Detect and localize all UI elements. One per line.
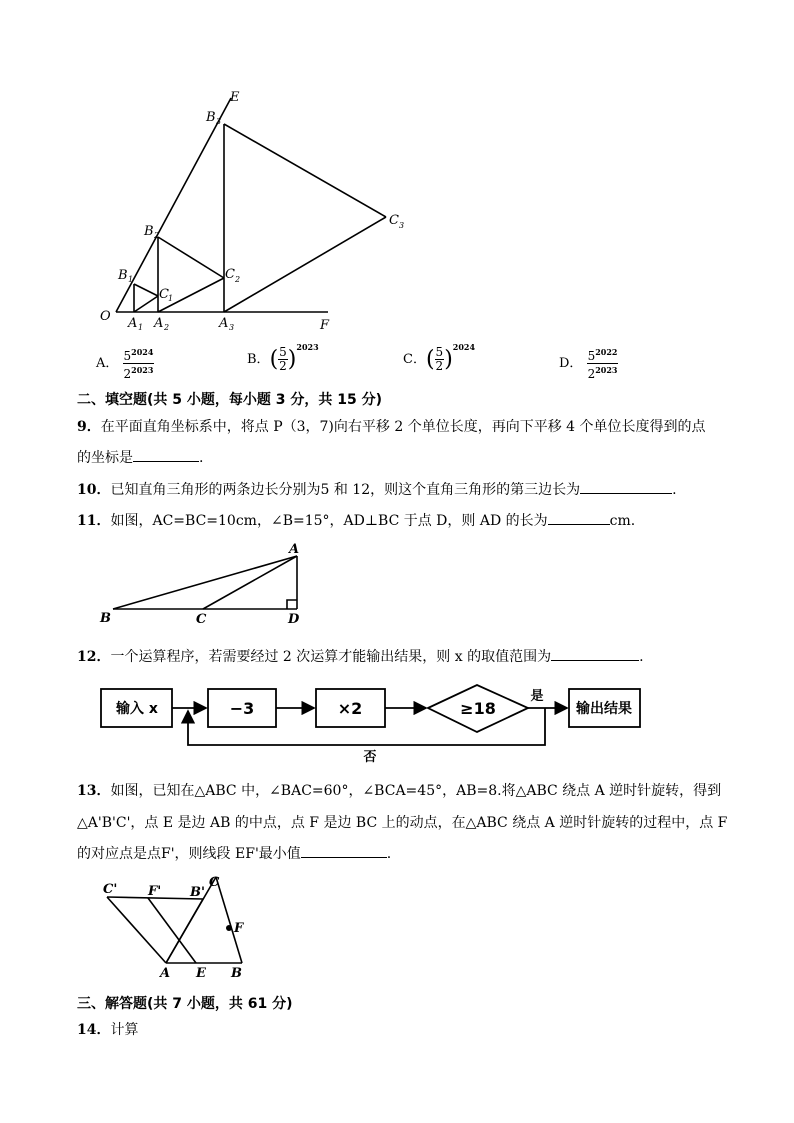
label-B: B [231, 966, 242, 981]
label-F: F [320, 318, 330, 333]
label-B1: B [118, 268, 128, 283]
label-B3: B [206, 110, 216, 125]
label-A: A [160, 966, 171, 981]
option-a-den: 2 [123, 367, 132, 381]
option-d-letter: D． [559, 356, 583, 371]
q12-answer-blank[interactable] [551, 648, 639, 661]
option-a[interactable] [96, 346, 154, 381]
q9-line1 [77, 416, 706, 436]
option-b-fraction [278, 346, 288, 373]
section-3-heading: 三、解答题(共 7 小题，共 61 分) [77, 996, 293, 1012]
label-F: F [234, 921, 244, 936]
option-c-fraction [435, 346, 445, 373]
flow-condition-diamond: ≥18 [460, 699, 496, 718]
q13-period: . [386, 846, 392, 862]
q12-number: 12． [77, 649, 111, 665]
q9-line2 [77, 447, 203, 467]
option-a-fraction [123, 346, 155, 381]
q11 [77, 510, 635, 530]
label-B1-sub: 1 [128, 275, 134, 284]
q13-text3: 的对应点是点F'，则线段 EF'最小值 [77, 846, 301, 862]
flow-yes-label: 是 [530, 689, 544, 704]
label-A: A [289, 542, 300, 557]
q13-text1: 如图，已知在△ABC 中，∠BAC=60°，∠BCA=45°，AB=8.将△ABC 绕点 A 逆时针旋转，得到 [110, 783, 722, 799]
label-C: C [209, 875, 220, 890]
label-B: B [100, 611, 111, 626]
q10-text: 已知直角三角形的两条边长分别为5 和 12，则这个直角三角形的第三边长为 [110, 482, 581, 498]
q9-answer-blank[interactable] [133, 449, 199, 462]
option-d-exp: 2022 [595, 347, 618, 357]
q13-line3 [77, 843, 391, 863]
option-d-fraction [587, 346, 619, 381]
figure-q11-triangle [95, 538, 310, 630]
flowchart [95, 676, 650, 766]
q9-period: . [199, 450, 204, 466]
q13-line1 [77, 780, 721, 800]
label-C3: C [389, 213, 399, 228]
figure-q13-rotation [95, 870, 265, 982]
option-c-letter: C． [403, 352, 426, 367]
flow-no-label: 否 [363, 750, 377, 765]
label-C3-sub: 3 [399, 221, 405, 230]
flow-multiply-box: ×2 [337, 699, 363, 718]
q9-number: 9． [77, 419, 101, 435]
option-d-den-exp: 2023 [595, 365, 618, 375]
flow-subtract-box: −3 [229, 699, 255, 718]
q13-number: 13． [77, 783, 111, 799]
q11-answer-blank[interactable] [548, 512, 610, 525]
q14 [77, 1019, 138, 1039]
option-c-base: 5 [435, 345, 444, 359]
q11-number: 11． [77, 513, 111, 529]
label-B2-sub: 2 [154, 231, 160, 240]
q12 [77, 646, 644, 666]
q10-number: 10． [77, 482, 111, 498]
option-d-den: 2 [587, 367, 596, 381]
option-b-exp: 2023 [296, 341, 319, 352]
label-A3-sub: 3 [229, 323, 235, 332]
label-A3: A [219, 316, 229, 331]
option-b[interactable]: B．( $\frac{5}{2}$ )$^{2023}$ [247, 341, 319, 373]
option-a-letter: A． [96, 356, 119, 371]
q11-unit: cm. [609, 513, 636, 529]
q9-text1: 在平面直角坐标系中，将点 P（3，7)向右平移 2 个单位长度，再向下平移 4 个单位长度得到的点 [100, 419, 706, 435]
figure-similar-triangles [95, 85, 415, 340]
label-B-prime: B' [190, 885, 205, 900]
flow-input-box: 输入 x [116, 701, 158, 717]
option-b-base: 5 [279, 345, 287, 359]
option-d[interactable] [559, 346, 618, 381]
label-A1-sub: 1 [138, 323, 144, 332]
option-a-den-exp: 2023 [131, 365, 154, 375]
label-D: D [288, 612, 300, 627]
option-c[interactable]: C．( $\frac{5}{2}$ )$^{2024}$ [403, 341, 476, 373]
option-c-den: 2 [435, 359, 444, 373]
label-C1-sub: 1 [168, 294, 174, 303]
q9-text2: 的坐标是 [77, 450, 133, 466]
section-2-heading: 二、填空题(共 5 小题，每小题 3 分，共 15 分) [77, 392, 383, 408]
label-A1: A [128, 316, 138, 331]
label-B2: B [144, 224, 154, 239]
q12-text: 一个运算程序，若需要经过 2 次运算才能输出结果，则 x 的取值范围为 [110, 649, 552, 665]
option-b-den: 2 [279, 359, 287, 373]
label-C1: C [159, 287, 169, 302]
q12-period: . [639, 649, 644, 665]
option-b-letter: B． [247, 352, 270, 367]
q13-line2 [77, 812, 727, 832]
flow-output-box: 输出结果 [576, 701, 632, 717]
point-F-dot [226, 925, 232, 931]
q13-text2: △A'B'C'，点 E 是边 AB 的中点，点 F 是边 BC 上的动点，在△ABC 绕点 A 逆时针旋转的过程中，点 F [77, 815, 728, 831]
label-E: E [230, 90, 240, 105]
option-a-exp: 2024 [131, 347, 154, 357]
label-C2-sub: 2 [235, 275, 241, 284]
q10-period: . [672, 482, 677, 498]
label-B3-sub: 3 [216, 117, 222, 126]
label-E: E [196, 966, 206, 981]
q11-text: 如图，AC=BC=10cm，∠B=15°，AD⊥BC 于点 D，则 AD 的长为 [110, 513, 548, 529]
label-O: O [100, 309, 111, 324]
label-C-prime: C' [103, 882, 118, 897]
option-c-exp: 2024 [452, 341, 476, 352]
label-C2: C [225, 267, 235, 282]
q14-text: 计算 [110, 1022, 139, 1038]
label-A2-sub: 2 [164, 323, 170, 332]
option-d-base: 5 [587, 349, 596, 363]
q10 [77, 479, 677, 499]
q13-answer-blank[interactable] [301, 845, 387, 858]
q14-number: 14． [77, 1022, 111, 1038]
label-A2: A [154, 316, 164, 331]
label-F-prime: F' [148, 884, 162, 899]
q10-answer-blank[interactable] [580, 481, 672, 494]
option-a-base: 5 [123, 349, 132, 363]
label-C: C [196, 612, 207, 627]
